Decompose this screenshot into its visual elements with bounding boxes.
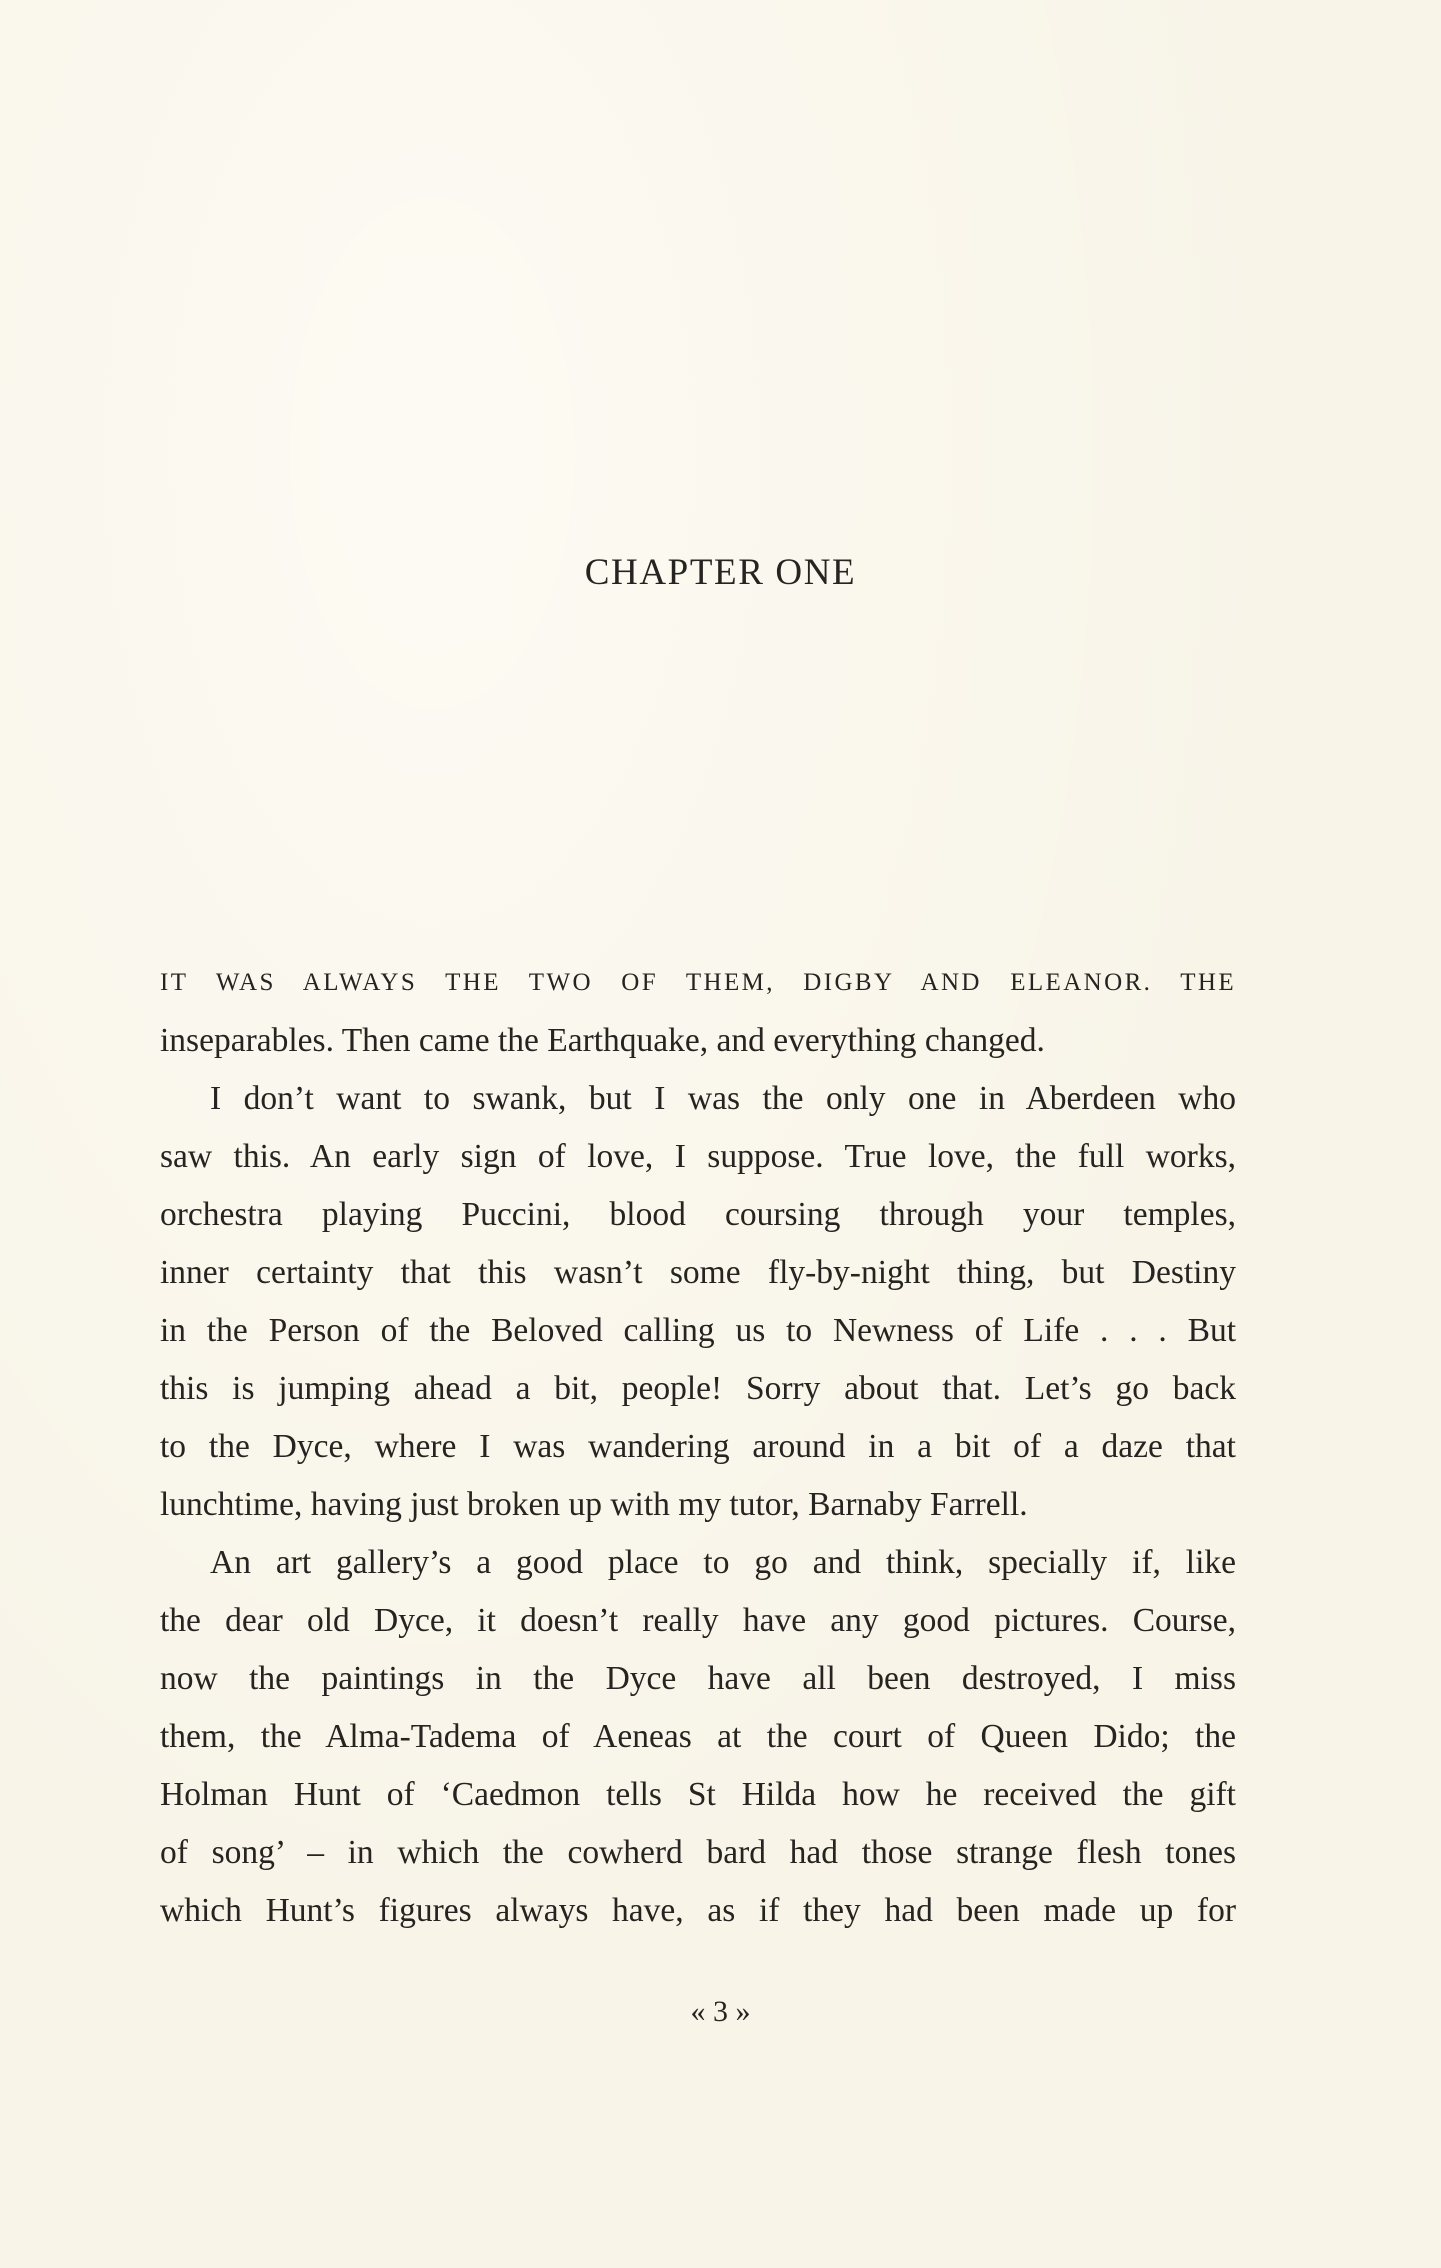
text-line: to the Dyce, where I was wandering around in a bit of a daze that (160, 1428, 1236, 1465)
text-line: An art gallery’s a good place to go and think, specially if, like (210, 1544, 1236, 1581)
paragraph-2 (160, 1070, 1236, 1534)
text-line: which Hunt’s figures always have, as if they had been made up for (160, 1892, 1236, 1929)
text-line: inseparables. Then came the Earthquake, and everything changed. (160, 1022, 1045, 1059)
text-line: saw this. An early sign of love, I suppose. True love, the full works, (160, 1138, 1236, 1175)
text-line: of song’ – in which the cowherd bard had those strange flesh tones (160, 1834, 1236, 1871)
text-line: the dear old Dyce, it doesn’t really have any good pictures. Course, (160, 1602, 1236, 1639)
text-line: now the paintings in the Dyce have all been destroyed, I miss (160, 1660, 1236, 1697)
paragraph-3 (160, 1534, 1236, 1940)
text-line: this is jumping ahead a bit, people! Sorry about that. Let’s go back (160, 1370, 1236, 1407)
text-line: lunchtime, having just broken up with my tutor, Barnaby Farrell. (160, 1486, 1028, 1523)
opening-line-small-caps: IT WAS ALWAYS THE TWO OF THEM, DIGBY AND ELEANOR. THE (160, 969, 1236, 996)
chapter-heading: CHAPTER ONE (584, 552, 857, 593)
text-line: I don’t want to swank, but I was the only one in Aberdeen who (210, 1080, 1236, 1117)
text-line: orchestra playing Puccini, blood coursing through your temples, (160, 1196, 1236, 1233)
body-text (160, 954, 1236, 1940)
text-line: Holman Hunt of ‘Caedmon tells St Hilda how he received the gift (160, 1776, 1236, 1813)
paragraph-1 (160, 954, 1236, 1070)
text-line: them, the Alma-Tadema of Aeneas at the court of Queen Dido; the (160, 1718, 1236, 1755)
text-line: inner certainty that this wasn’t some fly-by-night thing, but Destiny (160, 1254, 1236, 1291)
text-line: in the Person of the Beloved calling us to Newness of Life . . . But (160, 1312, 1236, 1349)
page-number: « 3 » (690, 1995, 751, 2028)
